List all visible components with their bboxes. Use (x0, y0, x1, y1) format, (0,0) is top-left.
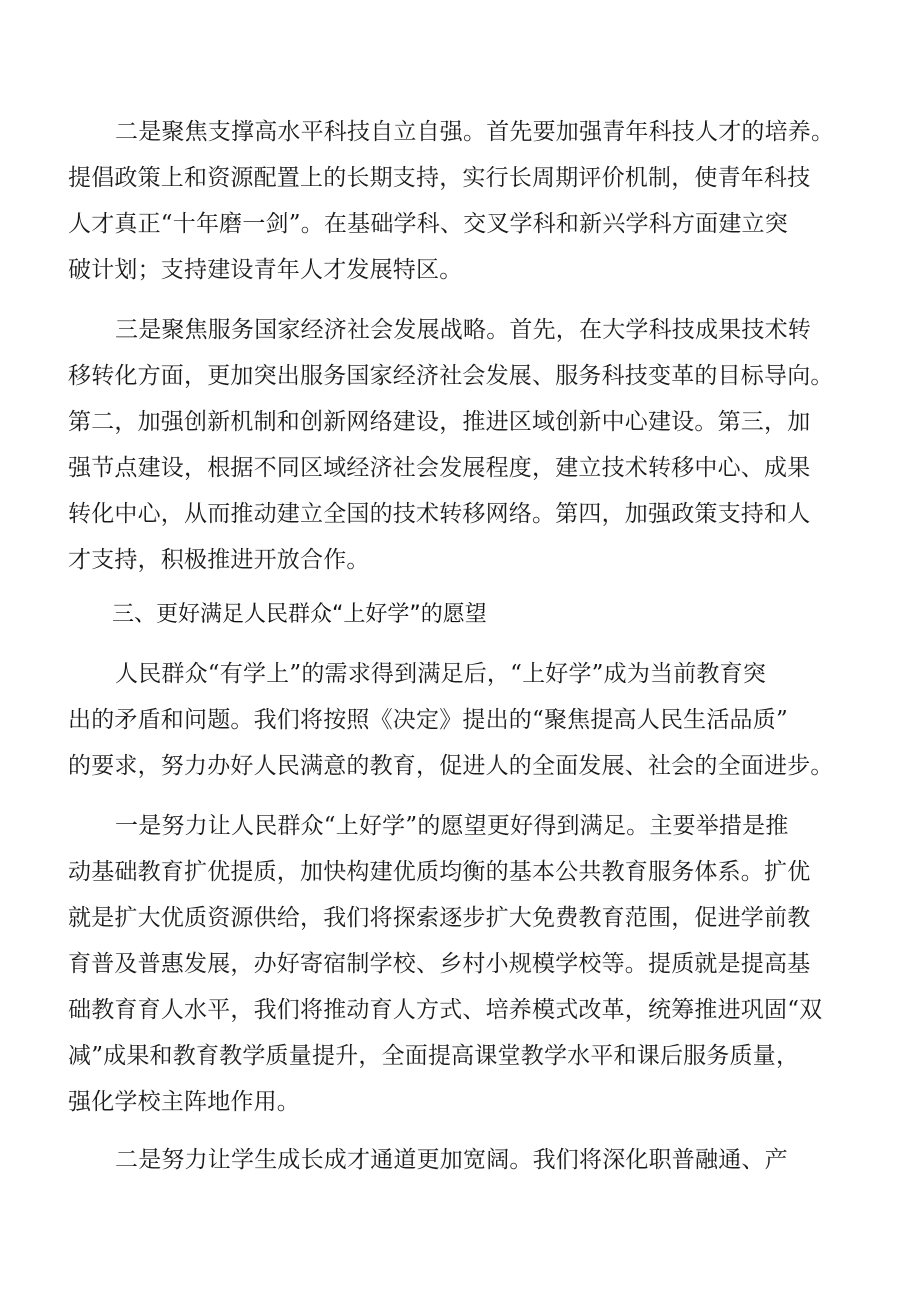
paragraph-2-line-4: 强节点建设，根据不同区域经济社会发展程度，建立技术转移中心、成果 (68, 455, 811, 481)
paragraph-2-line-3: 第二，加强创新机制和创新网络建设，推进区域创新中心建设。第三，加 (68, 409, 811, 435)
paragraph-3-line-1: 人民群众“有学上”的需求得到满足后，“上好学”成为当前教育突 (115, 661, 767, 687)
paragraph-1-line-1: 二是聚焦支撑高水平科技自立自强。首先要加强青年科技人才的培养。 (115, 119, 835, 145)
paragraph-5-line-1: 二是努力让学生成长成才通道更加宽阔。我们将深化职普融通、产 (115, 1147, 788, 1173)
paragraph-4-line-6: 减”成果和教育教学质量提升，全面提高课堂教学水平和课后服务质量， (68, 1043, 800, 1069)
paragraph-3-line-3: 的要求，努力办好人民满意的教育，促进人的全面发展、社会的全面进步。 (68, 753, 834, 779)
paragraph-2-line-5: 转化中心，从而推动建立全国的技术转移网络。第四，加强政策支持和人 (68, 501, 811, 527)
paragraph-2-line-1: 三是聚焦服务国家经济社会发展战略。首先，在大学科技成果技术转 (115, 317, 811, 343)
paragraph-4-line-4: 育普及普惠发展，办好寄宿制学校、乡村小规模学校等。提质就是提高基 (68, 951, 811, 977)
paragraph-4-line-3: 就是扩大优质资源供给，我们将探索逐步扩大免费教育范围，促进学前教 (68, 905, 811, 931)
paragraph-3-line-2: 出的矛盾和问题。我们将按照《决定》提出的“聚焦提高人民生活品质” (68, 707, 788, 733)
paragraph-1-line-2: 提倡政策上和资源配置上的长期支持，实行长周期评价机制，使青年科技 (68, 165, 811, 191)
paragraph-2-line-6: 才支持，积极推进开放合作。 (68, 547, 370, 573)
paragraph-1-line-4: 破计划；支持建设青年人才发展特区。 (68, 257, 463, 283)
section-heading: 三、更好满足人民群众“上好学”的愿望 (112, 602, 487, 627)
paragraph-4-line-2: 动基础教育扩优提质，加快构建优质均衡的基本公共教育服务体系。扩优 (68, 859, 811, 885)
paragraph-4-line-7: 强化学校主阵地作用。 (68, 1089, 300, 1115)
paragraph-4-line-5: 础教育育人水平，我们将推动育人方式、培养模式改革，统筹推进巩固“双 (68, 997, 823, 1023)
paragraph-4-line-1: 一是努力让人民群众“上好学”的愿望更好得到满足。主要举措是推 (115, 813, 789, 839)
paragraph-1-line-3: 人才真正“十年磨一剑”。在基础学科、交叉学科和新兴学科方面建立突 (68, 211, 788, 237)
paragraph-2-line-2: 移转化方面，更加突出服务国家经济社会发展、服务科技变革的目标导向。 (68, 363, 834, 389)
